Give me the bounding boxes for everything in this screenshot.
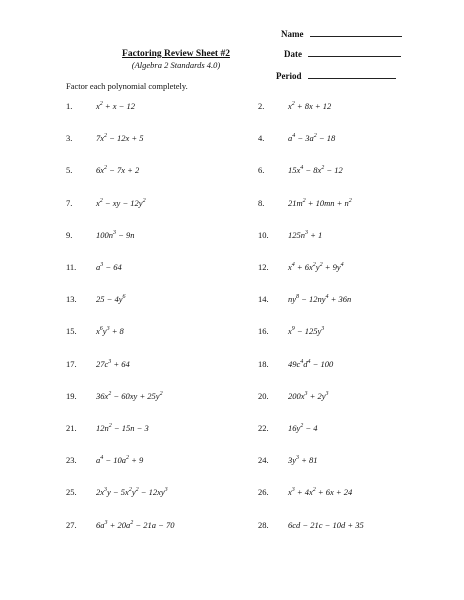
instructions: Factor each polynomial completely. xyxy=(66,81,188,91)
problem-number: 20. xyxy=(258,390,269,401)
problem-expression: $x^9 - 125y^3$ xyxy=(288,326,325,337)
problem-expression: $x^2 + x - 12$ xyxy=(96,101,136,111)
problem-number: 21. xyxy=(66,423,77,433)
period-field xyxy=(276,70,396,82)
problem-expression: $ny^8 - 12ny^4 + 36n$ xyxy=(288,294,352,305)
problem-expression: $a^4 - 3a^2 - 18$ xyxy=(288,133,336,144)
problem-expression: $100n^3 - 9n$ xyxy=(96,229,135,240)
problem-expression: $x^2 + 8x + 12$ xyxy=(288,101,332,111)
period-blank-line xyxy=(308,70,396,79)
problem-expression: $36x^2 - 60xy + 25y^2$ xyxy=(96,390,163,401)
date-field xyxy=(284,48,401,60)
problem-number: 8. xyxy=(258,197,265,208)
problem-number: 2. xyxy=(258,101,265,111)
problem-number: 22. xyxy=(258,423,269,433)
problem-expression: $7x^2 - 12x + 5$ xyxy=(96,133,144,144)
problem-number: 16. xyxy=(258,326,269,337)
problem-number: 6. xyxy=(258,165,265,176)
problem-number: 13. xyxy=(66,294,77,305)
problem-expression: $x^6y^3 + 8$ xyxy=(96,326,124,337)
problem-expression: $125n^3 + 1$ xyxy=(288,229,323,240)
problem-expression: $x^4 + 6x^2y^2 + 9y^4$ xyxy=(288,262,344,272)
problem-expression: $6a^3 + 20a^2 - 21a - 70$ xyxy=(96,519,175,530)
problem-number: 19. xyxy=(66,390,77,401)
problem-number: 14. xyxy=(258,294,269,305)
problem-expression: $27c^3 + 64$ xyxy=(96,358,130,369)
problem-expression: $12n^2 - 15n - 3$ xyxy=(96,423,149,433)
name-field xyxy=(281,28,402,40)
problem-expression: $a^3 - 64$ xyxy=(96,262,122,272)
problem-number: 28. xyxy=(258,519,269,530)
problem-number: 25. xyxy=(66,487,77,498)
problem-expression: $a^4 - 10a^2 + 9$ xyxy=(96,455,144,466)
date-blank-line xyxy=(308,48,401,57)
problem-number: 12. xyxy=(258,262,269,272)
worksheet-title: Factoring Review Sheet #2 xyxy=(122,49,230,59)
problem-expression: $49c^4d^4 - 100$ xyxy=(288,358,334,369)
problem-number: 4. xyxy=(258,133,265,144)
problem-number: 10. xyxy=(258,229,269,240)
problem-expression: $15x^4 - 8x^2 - 12$ xyxy=(288,165,343,176)
problem-number: 18. xyxy=(258,358,269,369)
problem-number: 3. xyxy=(66,133,73,144)
problem-expression: $200x^3 + 2y^3$ xyxy=(288,390,329,401)
problem-number: 15. xyxy=(66,326,77,337)
problem-expression: $x^2$ − xy − $12y^2$ xyxy=(96,197,146,208)
problem-number: 9. xyxy=(66,229,73,240)
problem-expression: $3y^3 + 81$ xyxy=(288,455,318,466)
problem-number: 17. xyxy=(66,358,77,369)
problem-expression: 6cd − 21c − 10d + 35 xyxy=(288,519,364,530)
name-blank-line xyxy=(310,28,402,37)
problem-number: 24. xyxy=(258,455,269,466)
period-label: Period xyxy=(276,71,302,81)
problem-number: 1. xyxy=(66,101,73,111)
problem-number: 5. xyxy=(66,165,73,176)
problem-number: 26. xyxy=(258,487,269,498)
problem-expression: $2x^3y - 5x^2y^2 - 12xy^3$ xyxy=(96,487,168,498)
problem-expression: $16y^2 - 4$ xyxy=(288,423,318,433)
problem-expression: $25 - 4y^6$ xyxy=(96,294,126,305)
name-label: Name xyxy=(281,29,304,39)
problem-expression: $x^3 + 4x^2 + 6x + 24$ xyxy=(288,487,353,498)
problem-expression: $21m^2 + 10mn + n^2$ xyxy=(288,197,352,208)
problem-number: 11. xyxy=(66,262,77,272)
date-label: Date xyxy=(284,49,302,59)
problem-number: 27. xyxy=(66,519,77,530)
problem-expression: $6x^2 - 7x + 2$ xyxy=(96,165,140,176)
title-block xyxy=(96,48,256,71)
worksheet-subtitle: (Algebra 2 Standards 4.0) xyxy=(131,60,221,70)
problem-number: 23. xyxy=(66,455,77,466)
problem-number: 7. xyxy=(66,197,73,208)
